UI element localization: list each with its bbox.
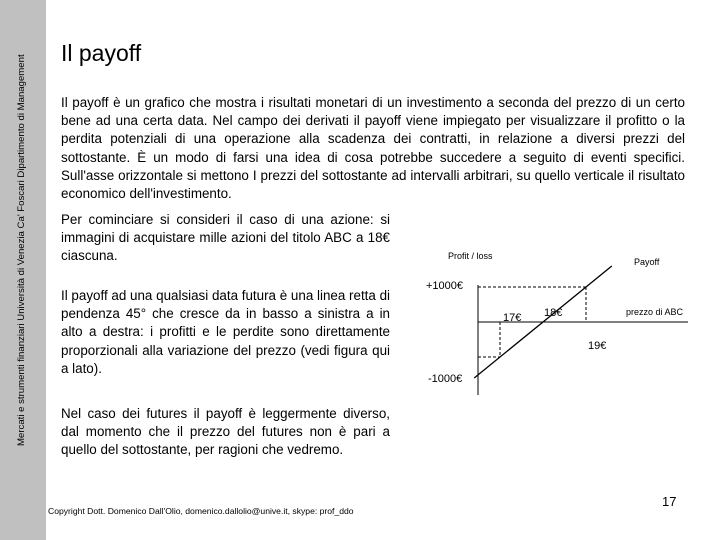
payoff-chart — [420, 240, 700, 440]
x-axis-label: prezzo di ABC — [626, 307, 684, 317]
paragraph-example: Per cominciare si consideri il caso di una azione: si immagini di acquistare mille azioni del titolo ABC a 18€ ciascuna. — [61, 212, 390, 264]
sidebar-caption: Mercati e strumenti finanziari Università di Venezia Ca' Foscari Dipartimento di Management — [16, 54, 27, 446]
paragraph-payoff-line: Il payoff ad una qualsiasi data futura è una linea retta di pendenza 45° che cresce da in basso a sinistra a in alto a destra: i profitti e le perdite sono direttamente proporzionali alla variazione del prezzo (vedi figura qui a lato). — [61, 288, 390, 376]
paragraph-intro: Il payoff è un grafico che mostra i risultati monetari di un investimento a seconda del prezzo di un certo bene ad una certa data. Nel campo dei derivati il payoff viene impiegato per visualizzare il profitto o la perdita potenziali di una operazione alla scadenza dei contratti, in relazione a diversi prezzi del sottostante. È un modo di farsi una idea di cosa potrebbe succedere a seguito di eventi specifici. Sull'asse orizzontale si mettono I prezzi del sottostante ad intervalli arbitrari, su quello verticale il risultato economico dell'investimento. — [61, 95, 685, 202]
y-tick-negative: -1000€ — [428, 373, 463, 385]
page-number: 17 — [662, 494, 677, 509]
footer-copyright: Copyright Dott. Domenico Dall'Olio, domenico.dallolio@unive.it, skype: prof_ddo — [48, 506, 354, 516]
x-tick-19: 19€ — [588, 340, 607, 352]
paragraph-futures: Nel caso dei futures il payoff è leggermente diverso, dal momento che il prezzo del futures non è pari a quello del sottostante, per ragioni che vedremo. — [61, 406, 390, 458]
y-tick-positive: +1000€ — [426, 280, 464, 292]
sidebar — [0, 0, 46, 540]
page-title: Il payoff — [61, 40, 142, 66]
y-axis-label: Profit / loss — [448, 251, 493, 261]
series-label: Payoff — [634, 257, 660, 267]
x-tick-18: 18€ — [544, 307, 563, 319]
x-tick-17: 17€ — [503, 312, 522, 324]
